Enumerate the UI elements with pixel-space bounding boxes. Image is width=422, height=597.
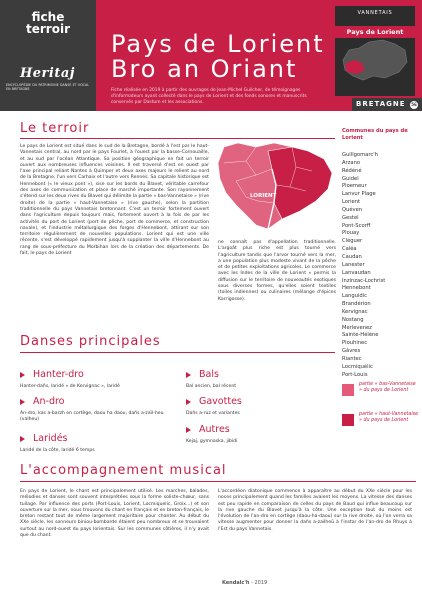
fiche-line1: fiche — [31, 10, 65, 24]
region-label: VANNETAIS — [357, 10, 393, 16]
dance-bals — [186, 369, 356, 390]
map-label-lorient: LORIENT — [250, 193, 277, 199]
bullet-icon — [20, 436, 25, 442]
terroir-col2: ne connaît pas d'appellation traditionnelle. L'argoât plus riche est plus tourné vers l'agriculture tandis que l'arvor tourné vers la mer, a une population plus modeste vivant de la pêche et de petites exploitations agricoles. Le commerce avec les Indes de la ville de Lorient « permis la diffusion sur le territoire de nouveautés exotiques sous diverses formes, qu'elles soient textiles (toiles indiennes) ou culinaires (mélange d'épices Karrigosse). — [218, 240, 336, 302]
dance-name: Autres — [186, 424, 356, 435]
danses-rule — [20, 352, 335, 353]
dance-larides — [20, 433, 190, 454]
commune-item: Caudan — [342, 253, 362, 260]
commune-item: Lanvaudan — [342, 269, 371, 276]
footer — [222, 580, 267, 586]
heritaj-tagline: ENCYCLOPÉDIE DU PATRIMOINE DANSÉ ET VOCAL EN BRETAGNE — [6, 83, 90, 91]
commune-item: Port-Louis — [342, 371, 368, 378]
commune-item: Arzano — [342, 159, 361, 166]
musical-rule — [20, 481, 416, 482]
terroir-col1: Le pays de Lorient est situé dans le sud de la Bretagne, bordé à l'est par le haut-Vannetais central, au nord par le pays Fourlet, à l'ouest par la basse-Cornouaille, et au sud par l'océan Atlantique. Sa position géographique en fait un terroir ouvert aux nombreuses influences voisines. Il est traversé d'est en ouest par l'axe principal reliant Nantes à Quimper et deux axes majeurs le relient au nord de la Bretagne, l'un vers Carhaix et l'autre vers Rennes. Sa capitale historique est Hennebont (« le vieux pont »), sise sur les bords du Blavet, véritable carrefour des axes de communication et place de marché importante. Son rayonnement s'étend sur les deux rives du Blavet qui délimite la partie « bas-Vannetaise » (rive droite) de la partie « haut-Vannetaise » (rive gauche), selon la partition traditionnelle du pays Vannetais bretonnant. C'est un terroir fortement ouvert dans l'agriculture depuis toujours mais, fortement ouvert à la fois de par les activités du port de Lorient (port de pêche, port de commerce, et construction navale), et l'industrie métallurgique des forges d'Hennebont, attirant sur son territoire régulièrement de nouvelles populations. Lorient qui est une ville récente, s'est développé rapidement jusqu'à supplanter la ville d'Hennebont au rang de sous-préfecture du Morbihan lors de la création des départements. De fait, le pays de Lorient — [20, 144, 209, 257]
commune-item: Hennebont — [342, 285, 371, 292]
commune-item: Lanvur Plage — [342, 191, 376, 198]
bretagne-badge-label: BRETAGNE — [356, 100, 406, 108]
commune-item: Lorient — [342, 199, 361, 206]
dance-desc: Dañs a-ruz et variantes — [186, 411, 240, 416]
commune-item: Caléa — [342, 246, 357, 253]
commune-item: Pont-Scorff — [342, 222, 371, 229]
dance-desc: Laridé de la côte, laridé 6 temps — [20, 448, 95, 453]
commune-item: Rédéné — [342, 167, 362, 174]
commune-item: Lanester — [342, 261, 365, 268]
terroir-heading: Le terroir — [20, 121, 90, 136]
commune-item: Gâvres — [342, 348, 361, 355]
dance-autres — [186, 424, 356, 445]
commune-item: Sainte-Hélène — [342, 332, 379, 339]
commune-item: Kervignac — [342, 308, 368, 315]
commune-item: Guidel — [342, 175, 359, 182]
commune-item: Brandérion — [342, 301, 371, 308]
danses-heading: Danses principales — [20, 334, 161, 349]
dance-name: Gavottes — [186, 396, 356, 407]
commune-item: Gestel — [342, 214, 359, 221]
region-tag-label: Pays de Lorient — [346, 28, 404, 36]
bullet-icon — [186, 399, 191, 405]
bullet-icon — [186, 372, 191, 378]
dance-desc: Hanter-dañs, laridé « de Kervignac », laridé — [20, 384, 120, 389]
communes-list — [342, 152, 418, 379]
commune-item: Locmiquélic — [342, 363, 373, 370]
region-tag — [335, 26, 415, 38]
bullet-icon — [20, 399, 25, 405]
commune-item: Merlevenez — [342, 324, 372, 331]
commune-item: Cléguer — [342, 238, 363, 245]
legend-bas-text: partie « bas-Vannetaise » du pays de Lorient — [359, 382, 416, 393]
bullet-icon — [186, 427, 191, 433]
legend-haut-text: partie « haut-Vannetaise » du pays de Lorient — [359, 412, 419, 423]
kendalch-logo: Kendalc'h — [222, 580, 250, 586]
commune-item: Inzinzac-Lochrist — [342, 277, 386, 284]
dance-name: Bals — [186, 369, 356, 380]
footer-year: - 2019 — [251, 580, 268, 586]
commune-item: Riantec — [342, 355, 362, 362]
dance-gavottes — [186, 396, 356, 417]
commune-item: Plouhinec — [342, 340, 368, 347]
communes-heading: Communes du pays de Lorient — [342, 128, 408, 141]
dance-an-dro — [20, 396, 170, 423]
musical-heading: L'accompagnement musical — [20, 463, 227, 478]
commune-item: Guillgomarc'h — [342, 152, 378, 158]
heritaj-logo: Heritaj — [20, 66, 75, 81]
commune-item: Languidic — [342, 293, 367, 300]
region-locator — [335, 6, 415, 96]
fiche-terroir-panel — [0, 0, 96, 111]
terroir-map — [216, 141, 338, 235]
dance-desc: Bal ancien, bal récent — [186, 384, 237, 389]
department-number: 56 — [411, 102, 417, 107]
musical-col2: L'accordéon diatonique commence à apparaître au début du XXe siècle pour les noces principalement quand les familles avaient les moyens. La vitesse des danses est peu rapide en comparaison de celles du pays de Baud qui influe beaucoup sur la rive gauche du Blavet jusqu'à la côte. Une exception tout du moins est l'évolution de l'an-dro en cortège (daou-ha-daou) sur la rive droite, où l'on verra sa vitesse augmenter pour donner la dañs a-zailheü à l'instar de l'an-dro de Rhuys à l'Est du pays Vannetais. — [218, 489, 412, 532]
dance-name: Laridés — [20, 433, 190, 444]
terroir-rule — [20, 138, 335, 139]
commune-item: Ploemeur — [342, 183, 367, 190]
fiche-line2: terroir — [26, 22, 70, 36]
commune-item: Nostang — [342, 316, 364, 323]
commune-item: Plouay — [342, 230, 360, 237]
dance-desc: An-dro, kas a-barzh en cortège, daou ha daou, dañs a-zaïl-heu (valheu) — [20, 411, 164, 422]
dance-name: Hanter-dro — [20, 369, 190, 380]
bullet-icon — [20, 372, 25, 378]
intro-text: Fiche réalisée en 2019 à partir des ouvrages de Jean-Michel Guilcher, de témoignages d'informateurs ayant collecté dans le pays de Lorient et des fonds sonores et manuscrits conservés par Dastum et les associations. — [111, 88, 307, 105]
musical-col1: En pays de Lorient, le chant est principalement utilisé. Les marches, balades, mélodies et danses sont souvent interprétées sous la forme soliste-chœur, sans tuilage. Par influence des ports (Port-Louis, Lorient, Locmiquelic, Groix...) et son ouverture sur la mer, nous trouvons du chant en français et en breton-français, le breton restant tout de même largement majoritaire pour chanter. Au début du XXe siècle, les sonneurs biniou-bombarde étaient peu nombreux et se trouvaient surtout au nord-ouest du pays lorientais. Sur les communes côtières, il n'y avait que du chant. — [20, 489, 209, 539]
dance-name: An-dro — [20, 396, 170, 407]
bretagne-badge — [352, 98, 422, 111]
commune-item: Quéven — [342, 206, 363, 213]
page-header — [0, 0, 422, 111]
fiche-terroir-title — [0, 11, 96, 35]
dance-desc: Kejaj, gymnaska, jibidi — [186, 439, 238, 444]
page-subtitle: Bro an Oriant — [111, 55, 298, 83]
page-title: Pays de Lorient — [111, 30, 325, 58]
dance-hanter-dro — [20, 369, 190, 390]
